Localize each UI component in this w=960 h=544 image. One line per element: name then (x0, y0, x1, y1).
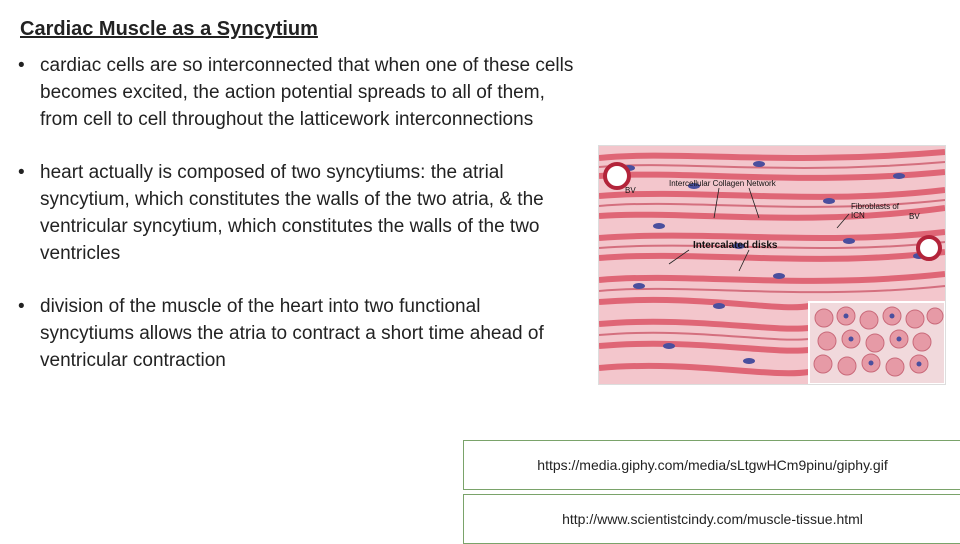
bullet-text: division of the muscle of the heart into two functional syncytiums allows the atria to contract a short time ahead of ventricular contraction (40, 296, 544, 371)
bullet-item (18, 293, 578, 374)
source-link-giphy[interactable]: https://media.giphy.com/media/sLtgwHCm9pinu/giphy.gif (463, 440, 960, 490)
slide-title: Cardiac Muscle as a Syncytium (20, 18, 318, 40)
bullet-item (18, 159, 578, 267)
bullet-text: cardiac cells are so interconnected that when one of these cells becomes excited, the action potential spreads to all of them, from cell to cell throughout the latticework interconnections (40, 55, 574, 130)
bullet-item (18, 52, 578, 133)
bullet-marker: • (18, 162, 25, 183)
cardiac-muscle-micrograph (598, 145, 946, 385)
label-intercalated-disks: Intercalated disks (693, 240, 778, 251)
label-bv-left: BV (625, 186, 636, 195)
bullet-marker: • (18, 296, 25, 317)
label-fibroblasts: Fibroblasts of ICN (851, 202, 900, 220)
source-link-scientistcindy[interactable]: http://www.scientistcindy.com/muscle-tissue.html (463, 494, 960, 544)
label-bv-right: BV (909, 212, 920, 221)
bullet-text: heart actually is composed of two syncytiums: the atrial syncytium, which constitutes the walls of the two atria, & the ventricular syncytium, which constitutes the walls of the two ventricles (40, 162, 544, 264)
label-collagen-network: Intercellular Collagen Network (669, 179, 776, 188)
bullet-marker: • (18, 55, 25, 76)
bullet-list (18, 52, 578, 400)
